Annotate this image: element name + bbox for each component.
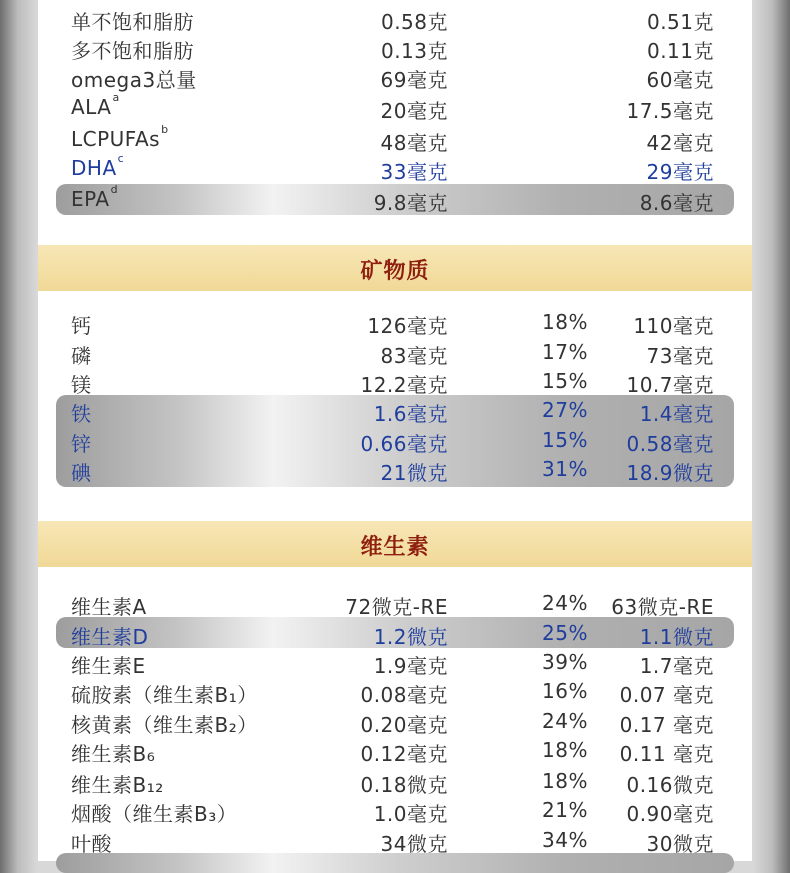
value-per-100ml: 1.7毫克 — [639, 654, 714, 678]
nutrient-name: 镁 — [71, 373, 92, 397]
nutrient-name: omega3总量 — [71, 68, 197, 92]
value-per-100ml: 18.9微克 — [626, 461, 714, 485]
value-per-100ml: 0.11克 — [646, 39, 714, 63]
nrv-percent: 17% — [542, 340, 588, 364]
nrv-percent: 15% — [542, 369, 588, 393]
section-header-minerals — [38, 245, 752, 291]
section-title: 维生素 — [360, 535, 430, 560]
table-row-highlighted — [38, 396, 752, 425]
nutrient-name: 多不饱和脂肪 — [71, 39, 194, 63]
table-row — [38, 125, 752, 154]
nutrient-name: 维生素D — [71, 625, 149, 649]
nutrient-name: 烟酸（维生素B₃） — [71, 802, 238, 826]
table-row — [38, 796, 752, 825]
footnote-mark: c — [117, 152, 125, 165]
value-per-100kj: 1.9毫克 — [373, 654, 448, 678]
footnote-mark: b — [161, 123, 169, 136]
table-row-highlighted — [38, 455, 752, 484]
value-per-100ml: 63微克-RE — [611, 595, 714, 619]
nrv-percent: 25% — [542, 621, 588, 645]
table-row — [38, 367, 752, 396]
table-row — [38, 338, 752, 367]
value-per-100kj: 0.08毫克 — [360, 683, 448, 707]
nutrient-name: 维生素B₆ — [71, 742, 156, 766]
table-row — [38, 736, 752, 765]
value-per-100kj: 33毫克 — [380, 160, 448, 184]
table-row — [38, 707, 752, 736]
value-per-100ml: 42毫克 — [646, 131, 714, 155]
nrv-percent: 18% — [542, 310, 588, 334]
value-per-100kj: 1.0毫克 — [373, 802, 448, 826]
value-per-100kj: 126毫克 — [367, 314, 448, 338]
nutrient-name: 维生素A — [71, 595, 147, 619]
nutrient-name: 维生素B₁₂ — [71, 773, 164, 797]
value-per-100ml: 60毫克 — [646, 68, 714, 92]
nrv-percent: 24% — [542, 591, 588, 615]
nrv-percent: 34% — [542, 828, 588, 852]
table-row — [38, 4, 752, 33]
value-per-100ml: 1.4毫克 — [639, 402, 714, 426]
value-per-100kj: 0.18微克 — [360, 773, 448, 797]
value-per-100ml: 0.16微克 — [626, 773, 714, 797]
nrv-percent: 18% — [542, 769, 588, 793]
table-row — [38, 308, 752, 337]
nutrient-name: 铁 — [71, 402, 92, 426]
table-row — [38, 93, 752, 122]
table-row — [38, 62, 752, 91]
section-title: 矿物质 — [360, 259, 430, 284]
nutrient-name: 核黄素（维生素B₂） — [71, 713, 258, 737]
nrv-percent: 27% — [542, 398, 588, 422]
value-per-100ml: 110毫克 — [633, 314, 714, 338]
value-per-100kj: 1.2微克 — [373, 625, 448, 649]
footnote-mark: a — [112, 91, 120, 104]
nutrient-name: ALA$^a$ — [71, 91, 120, 119]
value-per-100ml: 29毫克 — [646, 160, 714, 184]
value-per-100kj: 21微克 — [380, 461, 448, 485]
value-per-100kj: 12.2毫克 — [360, 373, 448, 397]
nutrient-name: EPA$^d$ — [71, 183, 119, 211]
nutrient-name: 硫胺素（维生素B₁） — [71, 683, 258, 707]
table-row — [38, 589, 752, 618]
value-per-100kj: 48毫克 — [380, 131, 448, 155]
nutrient-name: DHA$^c$ — [71, 152, 125, 180]
table-row — [38, 826, 752, 855]
nrv-percent: 15% — [542, 428, 588, 452]
footnote-mark: d — [110, 183, 119, 196]
table-row — [38, 677, 752, 706]
nutrient-name: LCPUFAs$^b$ — [71, 123, 169, 151]
nutrient-name: 钙 — [71, 314, 92, 338]
value-per-100kj: 0.20毫克 — [360, 713, 448, 737]
value-per-100ml: 0.90毫克 — [626, 802, 714, 826]
value-per-100ml: 17.5毫克 — [626, 99, 714, 123]
nutrient-name: 叶酸 — [71, 832, 112, 856]
value-per-100ml: 30微克 — [646, 832, 714, 856]
value-per-100ml: 0.51克 — [646, 10, 714, 34]
value-per-100ml: 0.11 毫克 — [619, 742, 714, 766]
value-per-100ml: 0.07 毫克 — [619, 683, 714, 707]
nrv-percent: 31% — [542, 457, 588, 481]
value-per-100ml: 73毫克 — [646, 344, 714, 368]
value-per-100ml: 0.17 毫克 — [619, 713, 714, 737]
value-per-100kj: 9.8毫克 — [373, 191, 448, 215]
value-per-100kj: 20毫克 — [380, 99, 448, 123]
table-row — [38, 33, 752, 62]
value-per-100kj: 83毫克 — [380, 344, 448, 368]
value-per-100kj: 0.13克 — [380, 39, 448, 63]
table-row — [38, 185, 752, 214]
value-per-100kj: 0.66毫克 — [360, 432, 448, 456]
value-per-100kj: 0.12毫克 — [360, 742, 448, 766]
nutrient-name: 碘 — [71, 461, 92, 485]
table-row — [38, 648, 752, 677]
value-per-100ml: 10.7毫克 — [626, 373, 714, 397]
table-row — [38, 767, 752, 796]
nutrient-name: 维生素E — [71, 654, 146, 678]
value-per-100kj: 1.6毫克 — [373, 402, 448, 426]
nutrient-name: 磷 — [71, 344, 92, 368]
nrv-percent: 16% — [542, 679, 588, 703]
nrv-percent: 21% — [542, 798, 588, 822]
table-row-highlighted — [38, 619, 752, 648]
nutrient-name: 单不饱和脂肪 — [71, 10, 194, 34]
nutrition-panel — [38, 0, 752, 861]
nrv-percent: 18% — [542, 738, 588, 762]
nrv-percent: 24% — [542, 709, 588, 733]
value-per-100kj: 69毫克 — [380, 68, 448, 92]
table-row-highlighted — [38, 154, 752, 183]
value-per-100ml: 8.6毫克 — [639, 191, 714, 215]
table-row-highlighted — [38, 426, 752, 455]
value-per-100kj: 0.58克 — [380, 10, 448, 34]
nutrient-name: 锌 — [71, 432, 92, 456]
value-per-100ml: 1.1微克 — [639, 625, 714, 649]
section-header-vitamins — [38, 521, 752, 567]
value-per-100kj: 34微克 — [380, 832, 448, 856]
value-per-100kj: 72微克-RE — [345, 595, 448, 619]
nrv-percent: 39% — [542, 650, 588, 674]
value-per-100ml: 0.58毫克 — [626, 432, 714, 456]
